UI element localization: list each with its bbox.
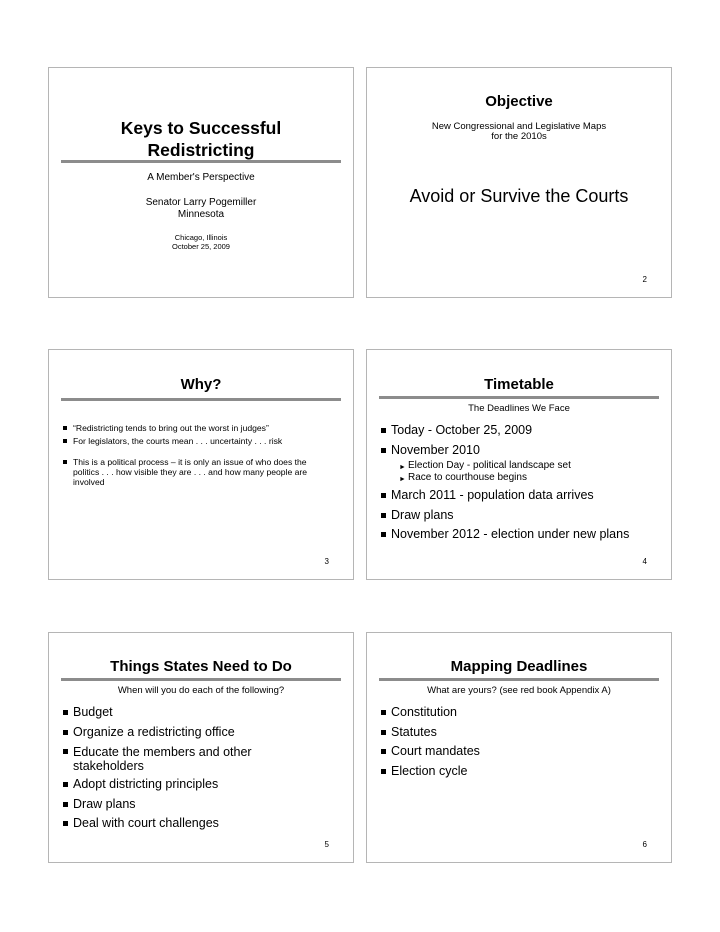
slide-number: 6 — [642, 840, 647, 849]
square-bullet-icon — [63, 730, 68, 735]
list-item: Draw plans — [381, 506, 661, 526]
list-item: November 2010 ► Election Day - political landscape set ► Race to courthouse begins — [381, 441, 661, 485]
slide-2-title: Objective — [485, 93, 553, 110]
slide-2 — [366, 67, 672, 298]
slide-6 — [366, 632, 672, 863]
triangle-bullet-icon: ► — [399, 464, 406, 471]
slide-4-subtitle: The Deadlines We Face — [468, 403, 570, 414]
square-bullet-icon — [381, 532, 386, 537]
list-item: This is a political process – it is only an issue of who does the politics . . . how visible they are . . . and how many people are involved — [63, 457, 343, 487]
square-bullet-icon — [63, 749, 68, 754]
presenter-name: Senator Larry Pogemiller — [145, 197, 257, 208]
title-rule — [61, 398, 341, 401]
title-rule — [61, 160, 341, 163]
slide-4 — [366, 349, 672, 580]
slide-2-headline: Avoid or Survive the Courts — [409, 186, 629, 206]
slide-5 — [48, 632, 354, 863]
presenter-state: Minnesota — [177, 209, 225, 220]
square-bullet-icon — [63, 426, 67, 430]
list-item: Deal with court challenges — [63, 814, 343, 834]
slide-4-sub-bullet-list — [391, 460, 661, 484]
event-location: Chicago, Illinois — [174, 233, 228, 242]
slide-6-subtitle: What are yours? (see red book Appendix A) — [427, 685, 611, 696]
square-bullet-icon — [63, 710, 68, 715]
square-bullet-icon — [381, 428, 386, 433]
slide-3-title: Why? — [180, 376, 222, 393]
slide-5-bullet-list — [63, 703, 343, 834]
square-bullet-icon — [63, 439, 67, 443]
list-item: Organize a redistricting office — [63, 723, 343, 743]
slide-5-subtitle: When will you do each of the following? — [117, 685, 285, 696]
slide-number: 4 — [642, 557, 647, 566]
list-item: Draw plans — [63, 795, 343, 815]
slide-3 — [48, 349, 354, 580]
list-item: Adopt districting principles — [63, 775, 343, 795]
slide-number: 5 — [324, 840, 329, 849]
list-item: ► Race to courthouse begins — [399, 472, 661, 484]
triangle-bullet-icon: ► — [399, 476, 406, 483]
slide-6-title: Mapping Deadlines — [450, 658, 588, 675]
list-item: Election cycle — [381, 762, 661, 782]
list-item: Educate the members and other stakeholders — [63, 742, 343, 775]
slide-6-bullet-list — [381, 703, 661, 781]
list-item: For legislators, the courts mean . . . uncertainty . . . risk — [63, 436, 343, 446]
square-bullet-icon — [63, 821, 68, 826]
list-item: Court mandates — [381, 742, 661, 762]
slide-2-subtitle-line2: for the 2010s — [491, 131, 547, 142]
title-rule — [61, 678, 341, 681]
square-bullet-icon — [381, 448, 386, 453]
slide-1 — [48, 67, 354, 298]
list-item: March 2011 - population data arrives — [381, 486, 661, 506]
list-item: Statutes — [381, 723, 661, 743]
square-bullet-icon — [381, 749, 386, 754]
title-rule — [379, 396, 659, 399]
slide-4-title: Timetable — [484, 376, 554, 393]
slide-4-bullet-list — [381, 421, 661, 545]
list-item: Budget — [63, 703, 343, 723]
square-bullet-icon — [381, 710, 386, 715]
list-item: ► Election Day - political landscape set — [399, 460, 661, 472]
square-bullet-icon — [381, 769, 386, 774]
event-date: October 25, 2009 — [172, 242, 230, 251]
slide-number: 2 — [642, 275, 647, 284]
title-rule — [379, 678, 659, 681]
square-bullet-icon — [381, 730, 386, 735]
perspective-text: A Member's Perspective — [147, 172, 255, 183]
square-bullet-icon — [63, 802, 68, 807]
square-bullet-icon — [381, 513, 386, 518]
list-item: Constitution — [381, 703, 661, 723]
slide-2-subtitle-line1: New Congressional and Legislative Maps — [431, 121, 607, 132]
square-bullet-icon — [63, 782, 68, 787]
square-bullet-icon — [63, 460, 67, 464]
list-item: Today - October 25, 2009 — [381, 421, 661, 441]
square-bullet-icon — [381, 493, 386, 498]
list-item: November 2012 - election under new plans — [381, 525, 661, 545]
slide-5-title: Things States Need to Do — [110, 658, 292, 675]
slide-1-title: Keys to Successful Redistricting — [120, 118, 282, 160]
slide-3-bullet-list — [63, 423, 343, 487]
slide-number: 3 — [324, 557, 329, 566]
list-item: “Redistricting tends to bring out the worst in judges” — [63, 423, 343, 433]
